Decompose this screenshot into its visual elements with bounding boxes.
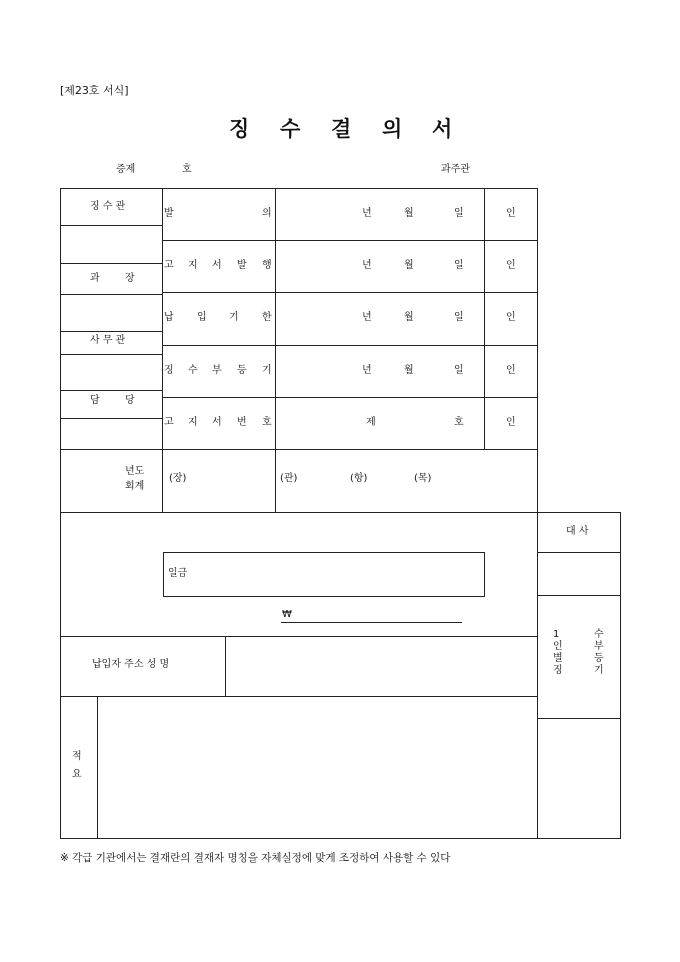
row3-label-2: 입	[197, 312, 207, 323]
rule	[60, 418, 162, 419]
row5-ho: 호	[454, 417, 464, 428]
rule	[537, 512, 538, 838]
rule	[60, 331, 162, 332]
ledger-right-3: 등	[594, 653, 604, 664]
row1-label-2: 의	[262, 208, 272, 219]
rule	[537, 718, 621, 719]
budget-mok: (목)	[414, 473, 432, 484]
row1-day: 일	[454, 208, 464, 219]
daesa-label: 대 사	[566, 526, 589, 537]
row4-year: 년	[362, 365, 372, 376]
budget-hang: (항)	[350, 473, 368, 484]
issue-ho: 호	[182, 164, 192, 175]
row3-seal: 인	[506, 312, 516, 323]
row3-year: 년	[362, 312, 372, 323]
row4-seal: 인	[506, 365, 516, 376]
rule	[60, 354, 162, 355]
form-number: [제23호 서식]	[60, 84, 129, 97]
won-sign: ₩	[282, 609, 292, 620]
rule	[484, 188, 485, 449]
rule	[60, 225, 162, 226]
row2-label-5: 행	[262, 260, 272, 271]
row2-label-2: 지	[188, 260, 198, 271]
row5-label-3: 서	[212, 417, 222, 428]
staff-label-1: 담	[90, 395, 100, 406]
row1-seal: 인	[506, 208, 516, 219]
rule	[97, 696, 98, 838]
won-underline	[281, 622, 462, 623]
footnote: ※ 각급 기관에서는 결재란의 결재자 명칭을 자체실정에 맞게 조정하여 사용할 수 있다	[60, 852, 451, 864]
collector-label: 징 수 관	[90, 201, 126, 212]
title-char-2: 수	[280, 116, 301, 141]
ledger-left-1: 1	[553, 629, 560, 640]
row4-label-4: 등	[237, 365, 247, 376]
title-char-3: 결	[331, 116, 352, 141]
rule	[60, 390, 162, 391]
row1-year: 년	[362, 208, 372, 219]
payer-label: 납입자 주소 성 명	[92, 659, 170, 670]
row4-label-1: 징	[164, 365, 174, 376]
row3-label-3: 기	[229, 312, 239, 323]
budget-account-label: 회계	[125, 481, 145, 492]
ledger-right-4: 기	[594, 665, 604, 676]
rule	[162, 240, 538, 241]
row1-label-1: 발	[164, 208, 174, 219]
amount-label: 일금	[168, 568, 188, 579]
office-manager-label: 사 무 관	[90, 335, 126, 346]
title-char-1: 징	[229, 116, 250, 141]
ledger-right-1: 수	[594, 629, 604, 640]
section-chief-label-2: 장	[125, 273, 135, 284]
row3-month: 월	[404, 312, 414, 323]
row4-day: 일	[454, 365, 464, 376]
rule	[60, 449, 538, 450]
row2-seal: 인	[506, 260, 516, 271]
ledger-left-3: 별	[553, 653, 563, 664]
rule	[60, 838, 621, 839]
budget-gwan: (관)	[280, 473, 298, 484]
rule	[162, 345, 538, 346]
row4-label-2: 수	[188, 365, 198, 376]
rule	[60, 696, 538, 697]
row1-month: 월	[404, 208, 414, 219]
row3-label-4: 한	[262, 312, 272, 323]
ledger-right-2: 부	[594, 641, 604, 652]
staff-label-2: 당	[125, 395, 135, 406]
ledger-left-2: 인	[553, 641, 563, 652]
row2-year: 년	[362, 260, 372, 271]
rule	[162, 188, 163, 512]
rule	[60, 294, 162, 295]
responsible-label: 과주관	[441, 164, 470, 175]
row5-label-2: 지	[188, 417, 198, 428]
rule	[60, 188, 538, 189]
title-char-5: 서	[432, 116, 453, 141]
rule	[225, 636, 226, 696]
rule	[60, 636, 538, 637]
remarks-label-1: 적	[72, 751, 82, 762]
row5-seal: 인	[506, 417, 516, 428]
rule	[275, 188, 276, 512]
rule	[537, 552, 621, 553]
row3-label-1: 납	[164, 312, 174, 323]
row2-label-3: 서	[212, 260, 222, 271]
row4-label-3: 부	[212, 365, 222, 376]
row2-label-4: 발	[237, 260, 247, 271]
rule	[620, 512, 621, 838]
rule	[60, 263, 162, 264]
row5-label-1: 고	[164, 417, 174, 428]
rule	[537, 595, 621, 596]
budget-jang: (장)	[169, 473, 187, 484]
rule	[162, 397, 538, 398]
row2-month: 월	[404, 260, 414, 271]
row4-label-5: 기	[262, 365, 272, 376]
ledger-left-4: 징	[553, 665, 563, 676]
row5-je: 제	[366, 417, 376, 428]
rule	[162, 292, 538, 293]
section-chief-label-1: 과	[90, 273, 100, 284]
row5-label-4: 번	[237, 417, 247, 428]
amount-box	[163, 552, 485, 597]
issue-label: 증제	[116, 164, 136, 175]
title-char-4: 의	[382, 116, 403, 141]
row3-day: 일	[454, 312, 464, 323]
row2-label-1: 고	[164, 260, 174, 271]
rule	[60, 188, 61, 838]
row2-day: 일	[454, 260, 464, 271]
row5-label-5: 호	[262, 417, 272, 428]
budget-year-label: 년도	[125, 466, 145, 477]
rule	[537, 188, 538, 512]
remarks-label-2: 요	[72, 769, 82, 780]
row4-month: 월	[404, 365, 414, 376]
